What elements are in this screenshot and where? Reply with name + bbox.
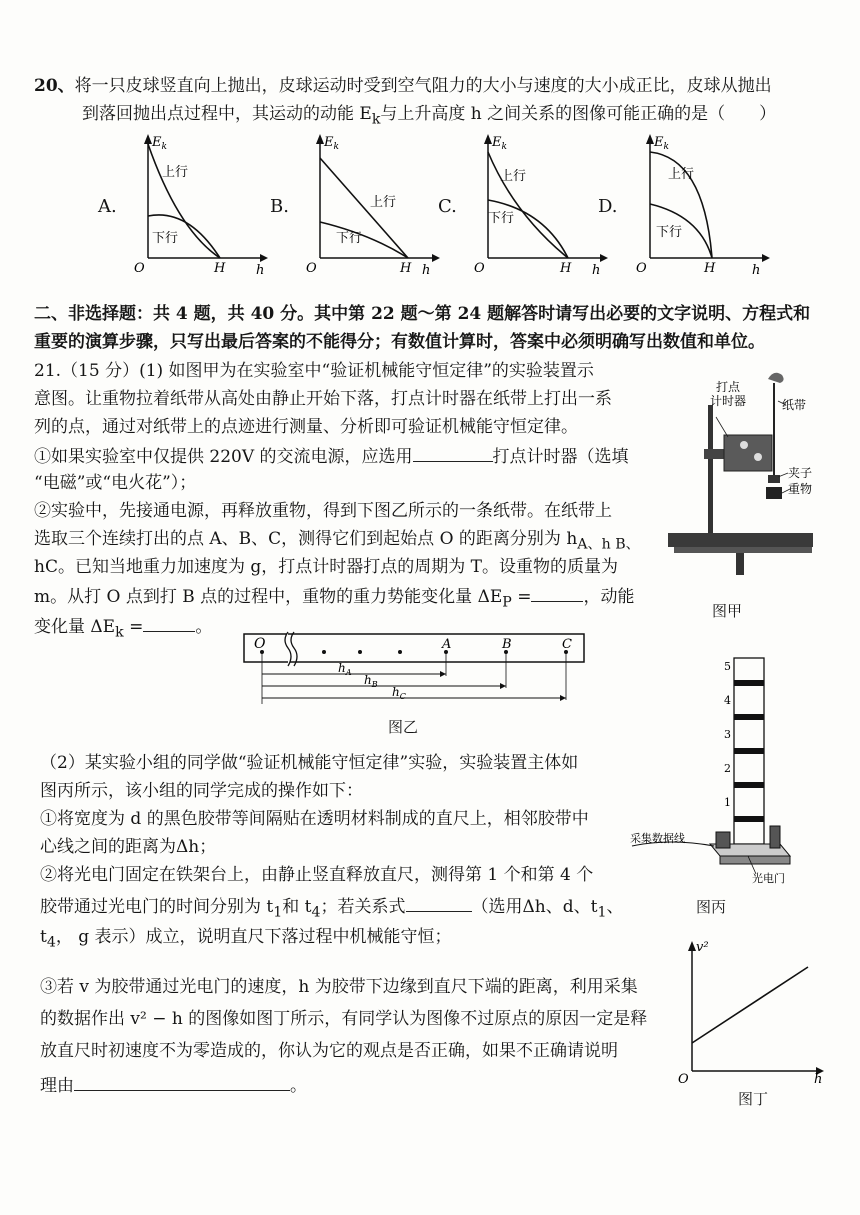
svg-text:1: 1 (724, 796, 731, 809)
figure-yi-caption: 图乙 (388, 718, 419, 736)
svg-text:O: O (474, 261, 485, 276)
q20-number: 20、 (34, 76, 75, 96)
option-a-graph (118, 130, 268, 278)
q21-line10: 变化量 $\Delta E_k$ = 。 (34, 613, 212, 644)
q20-line2: 到落回抛出点过程中，其运动的动能 $E_k$与上升高度 h 之间关系的图像可能正确的是（ ） (82, 104, 777, 128)
option-c-graph (458, 130, 608, 278)
option-b-letter: B. (270, 196, 289, 217)
svg-text:2: 2 (724, 762, 731, 775)
label-weight: 重物 (788, 482, 813, 496)
option-a-down-label: 下行 (152, 231, 179, 246)
label-clip: 夹子 (788, 466, 813, 480)
option-d-graph (620, 130, 770, 278)
svg-text:hA: $h_A$ (338, 661, 352, 677)
option-d-letter: D. (598, 196, 618, 217)
q21-p2-line8: ③若 v 为胶带通过光电门的速度，h 为胶带下边缘到直尺下端的距离，利用采集 (40, 977, 638, 997)
q21-line9: m。从打 O 点到打 B 点的过程中，重物的重力势能变化量 $\Delta E_P$ = ，动能 (34, 583, 634, 614)
q21-line6: ②实验中，先接通电源，再释放重物，得到下图乙所示的一条纸带。在纸带上 (34, 501, 612, 521)
q21-p2-line10: 放直尺时初速度不为零造成的，你认为它的观点是否正确，如果不正确请说明 (40, 1041, 618, 1061)
q21-line2: 意图。让重物拉着纸带从高处由静止开始下落，打点计时器在纸带上打出一系 (34, 389, 612, 409)
q21-line4: ①如果实验室中仅提供 220V 的交流电源，应选用 打点计时器（选填 (34, 443, 629, 469)
option-a-letter: A. (98, 196, 117, 217)
option-d-down-label: 下行 (656, 225, 683, 240)
q21-p2-line1: （2）某实验小组的同学做“验证机械能守恒定律”实验，实验装置主体如 (40, 753, 579, 773)
option-c-up-label: 上行 (500, 169, 527, 184)
option-c-down-label: 下行 (488, 211, 515, 226)
svg-text:O: O (134, 261, 145, 276)
section2-line2: 重要的演算步骤，只写出最后答案的不能得分；有数值计算时，答案中必须明确写出数值和单位。 (34, 332, 765, 352)
svg-text:H: H (214, 261, 226, 276)
option-a-up-label: 上行 (162, 165, 189, 180)
svg-text:h: h (592, 263, 601, 278)
svg-text:O: O (254, 636, 266, 652)
option-d-up-label: 上行 (668, 167, 695, 182)
svg-text:H: H (560, 261, 572, 276)
figure-ding-graph (670, 935, 830, 1085)
option-b-graph (290, 130, 440, 278)
svg-text:C: C (562, 637, 572, 652)
ding-y-label: v² (696, 940, 709, 955)
q21-line8: hC。已知当地重力加速度为 g，打点计时器打点的周期为 T。设重物的质量为 (34, 557, 618, 577)
q21-p2-line6: 胶带通过光电门的时间分别为 $t_1$和 $t_4$；若关系式 （选用Δh、d、$t_1$、 (40, 893, 624, 924)
q21-p2-line11: 理由 。 (40, 1072, 307, 1098)
svg-text:4: 4 (724, 694, 731, 707)
label-tape: 纸带 (782, 398, 807, 412)
q21-line1: 21.（15 分）(1) 如图甲为在实验室中“验证机械能守恒定律”的实验装置示 (34, 361, 594, 381)
q21-p2-line7: $t_4$， g 表示）成立，说明直尺下落过程中机械能守恒； (40, 927, 452, 951)
figure-jia-caption: 图甲 (712, 602, 743, 620)
figure-bing-ruler (630, 650, 800, 890)
answer-blank-timer-type[interactable] (413, 443, 493, 462)
svg-text:计时器: 计时器 (710, 394, 747, 408)
svg-text:hB: $h_B$ (364, 673, 378, 689)
q21-p2-line4: 心线之间的距离为Δh； (40, 837, 217, 857)
svg-text:A: A (442, 637, 452, 652)
svg-text:O: O (678, 1072, 689, 1085)
option-b-down-label: 下行 (336, 231, 363, 246)
label-timer: 打点 (716, 380, 741, 394)
svg-text:H: H (704, 261, 716, 276)
q21-line5: “电磁”或“电火花”）； (34, 473, 197, 493)
answer-blank-kinetic-energy[interactable] (143, 613, 195, 632)
figure-bing-caption: 图丙 (696, 898, 727, 916)
section2-line1: 二、非选择题：共 4 题，共 40 分。其中第 22 题～第 24 题解答时请写出必要的文字说明、方程式和 (34, 304, 811, 324)
svg-text:h: h (422, 263, 431, 278)
answer-blank-potential-energy[interactable] (531, 583, 583, 602)
q21-p2-line3: ①将宽度为 d 的黑色胶带等间隔贴在透明材料制成的直尺上，相邻胶带中 (40, 809, 589, 829)
svg-text:H: H (400, 261, 412, 276)
svg-text:B: B (502, 637, 512, 652)
answer-blank-relation[interactable] (406, 893, 472, 912)
figure-ding-caption: 图丁 (738, 1090, 769, 1108)
ding-x-label: h (814, 1072, 823, 1085)
svg-text:O: O (636, 261, 647, 276)
option-a-y-label: $E_k$ (152, 135, 167, 152)
figure-jia-apparatus (660, 365, 820, 587)
label-photogate: 光电门 (752, 872, 785, 885)
svg-text:3: 3 (724, 728, 731, 741)
svg-text:hC: $h_C$ (392, 685, 406, 701)
svg-text:h: h (752, 263, 761, 278)
q20-line1: 20、将一只皮球竖直向上抛出，皮球运动时受到空气阻力的大小与速度的大小成正比，皮球从抛出 (34, 76, 772, 96)
q21-p2-line5: ②将光电门固定在铁架台上，由静止竖直释放直尺，测得第 1 个和第 4 个 (40, 865, 594, 885)
figure-yi-paper-tape (240, 630, 590, 710)
option-c-letter: C. (438, 196, 457, 217)
q21-line7: 选取三个连续打出的点 A、B、C，测得它们到起始点 O 的距离分别为 $h_{A、h B、}$ (34, 529, 640, 553)
option-b-up-label: 上行 (370, 195, 397, 210)
svg-text:Ek: $E_k$ (492, 135, 507, 152)
svg-text:Ek: $E_k$ (654, 135, 669, 152)
svg-text:h: h (256, 263, 265, 278)
svg-text:5: 5 (724, 660, 731, 673)
answer-blank-reason[interactable] (74, 1072, 290, 1091)
svg-text:Ek: $E_k$ (324, 135, 339, 152)
q21-p2-line2: 图丙所示，该小组的同学完成的操作如下： (40, 781, 363, 801)
q21-line3: 列的点，通过对纸带上的点迹进行测量、分析即可验证机械能守恒定律。 (34, 417, 578, 437)
q21-p2-line9: 的数据作出 v² − h 的图像如图丁所示，有同学认为图像不过原点的原因一定是释 (40, 1009, 648, 1029)
svg-text:O: O (306, 261, 317, 276)
label-cable: 采集数据线 (630, 832, 685, 845)
